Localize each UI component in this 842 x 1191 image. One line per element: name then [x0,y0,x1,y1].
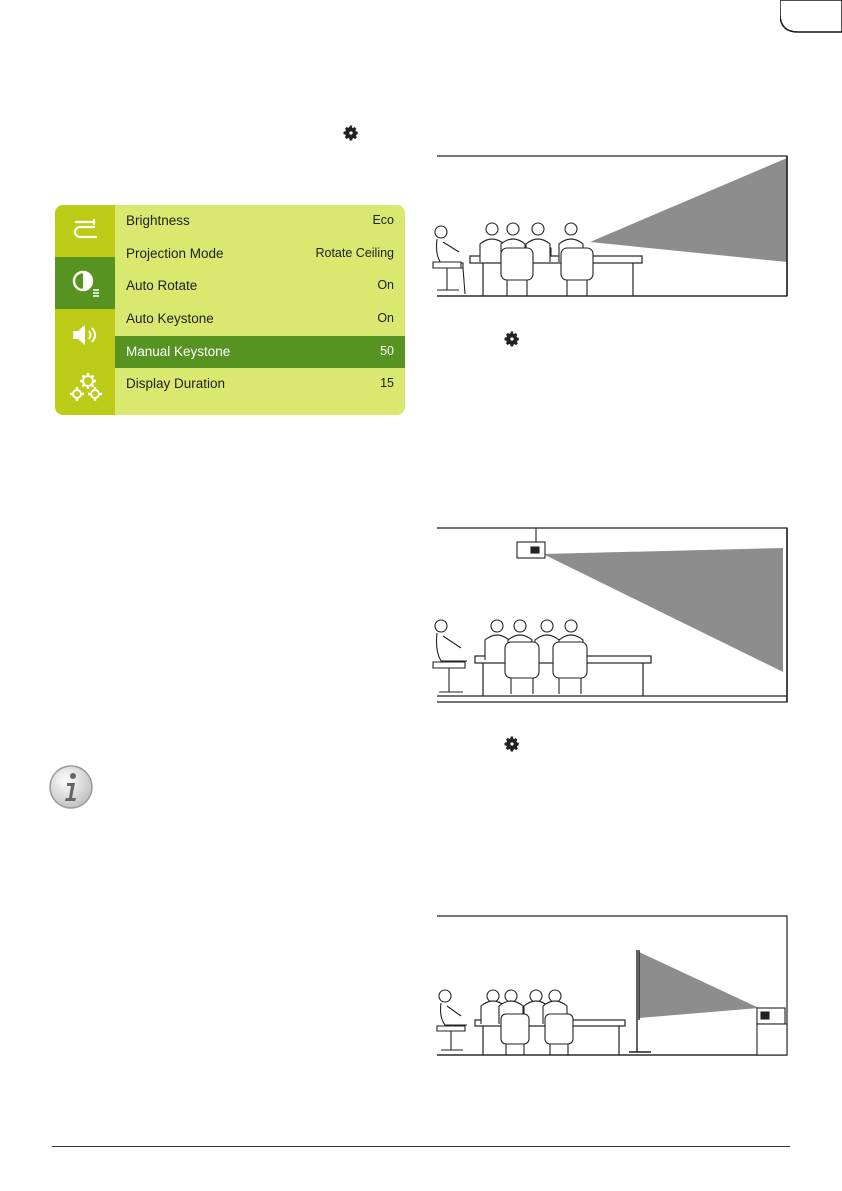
gear-icon [342,124,360,142]
projector-settings-menu [55,205,405,415]
menu-item-manual-keystone[interactable] [115,336,405,368]
gear-icon [503,735,521,753]
menu-item-list [115,205,405,415]
menu-item-brightness[interactable] [115,205,405,237]
cable-connection-icon [68,214,102,248]
menu-category-settings[interactable] [55,361,115,413]
menu-item-label: Auto Rotate [126,278,198,293]
menu-item-label: Manual Keystone [126,344,231,359]
menu-item-label: Brightness [126,213,190,228]
menu-item-value: 15 [380,376,394,390]
menu-item-projection-mode[interactable] [115,238,405,270]
footer-rule [52,1146,790,1147]
front-ceiling-projection-diagram [425,522,795,707]
menu-category-sound[interactable] [55,309,115,361]
gears-settings-icon [68,370,102,404]
menu-category-connection[interactable] [55,205,115,257]
menu-item-auto-rotate[interactable] [115,270,405,302]
menu-item-value: On [377,278,394,292]
menu-item-auto-keystone[interactable] [115,303,405,335]
menu-item-label: Projection Mode [126,246,224,261]
menu-item-display-duration[interactable] [115,368,405,400]
menu-category-picture[interactable] [55,257,115,309]
menu-item-value: Rotate Ceiling [315,246,394,260]
front-table-projection-diagram [425,150,795,300]
brightness-contrast-icon [68,266,102,300]
menu-item-value: On [377,311,394,325]
menu-item-value: Eco [372,213,394,227]
menu-item-label: Display Duration [126,376,226,391]
menu-item-label: Auto Keystone [126,311,214,326]
menu-item-value: 50 [380,344,394,358]
gear-icon [503,330,521,348]
page-edge-tab [780,0,842,34]
info-note-icon [48,764,94,810]
speaker-volume-icon [68,318,102,352]
rear-projection-diagram [425,910,795,1060]
menu-category-rail [55,205,115,415]
